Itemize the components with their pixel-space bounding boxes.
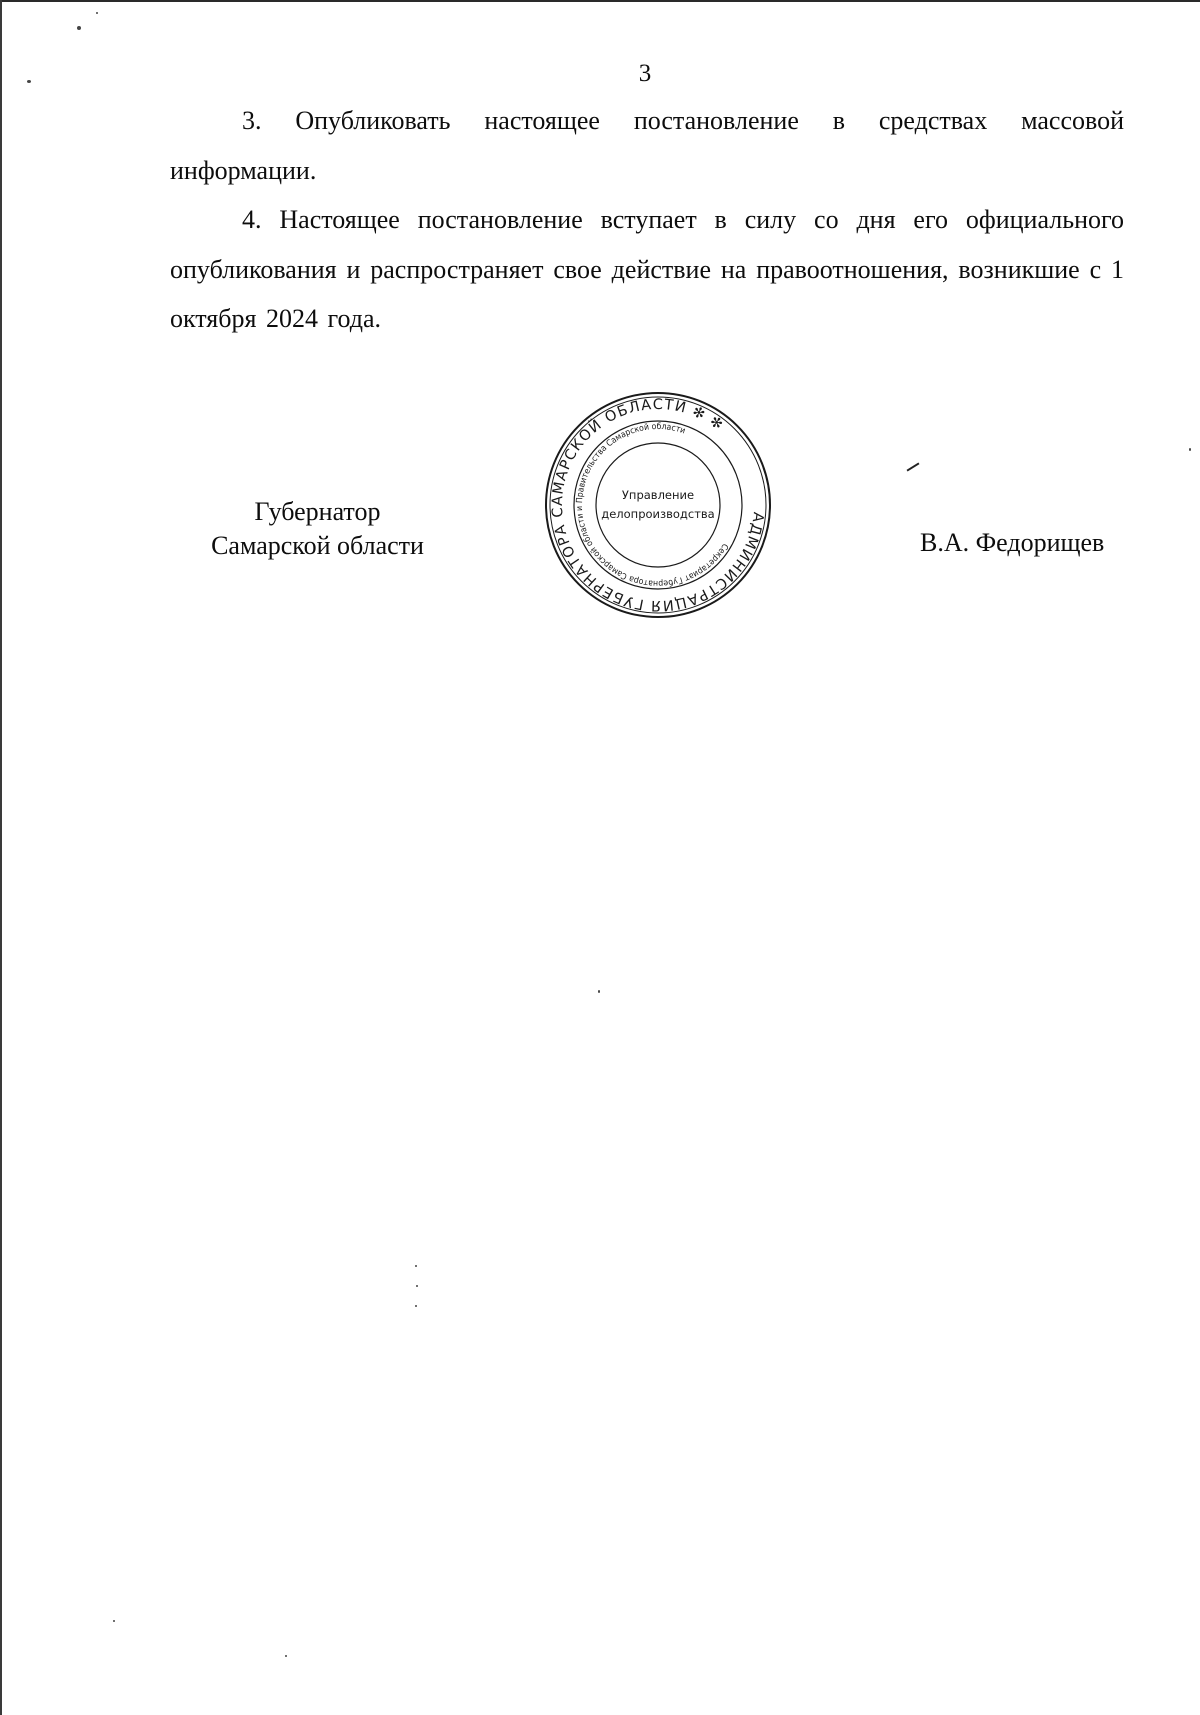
seal-center-line-1: Управление	[621, 488, 695, 502]
document-body	[170, 96, 1124, 344]
page-number: 3	[638, 60, 652, 87]
seal-middle-border	[574, 421, 742, 589]
seal-outer-text: АДМИНИСТРАЦИЯ ГУБЕРНАТОРА САМАРСКОЙ ОБЛАСТИ ✻ ✻	[549, 396, 766, 614]
scan-speck	[598, 990, 600, 993]
scan-speck	[415, 1305, 417, 1307]
signatory-name: В.А. Федорищев	[920, 528, 1105, 557]
signatory-title-line-2: Самарской области	[211, 531, 424, 560]
scan-speck	[416, 1285, 418, 1287]
scan-speck	[96, 12, 98, 14]
signature-pen-mark	[907, 462, 920, 471]
scan-speck	[113, 1620, 115, 1622]
scan-speck	[27, 80, 31, 83]
scan-speck	[285, 1655, 287, 1657]
page-top-edge	[0, 0, 1200, 2]
official-seal	[543, 390, 773, 620]
scan-speck	[77, 26, 81, 30]
paragraph-3: 3. Опубликовать настоящее постановление в средствах массовой информации.	[170, 106, 1124, 185]
seal-inner-text: Секретариат Губернатора Самарской области и Правительства Самарской области	[574, 421, 730, 589]
seal-center-line-2: делопроизводства	[601, 507, 715, 521]
page-left-edge	[0, 0, 2, 1715]
seal-inner-border	[596, 443, 720, 567]
scan-speck	[1189, 448, 1191, 451]
signatory-title-line-1: Губернатор	[254, 497, 381, 526]
scan-speck	[415, 1265, 417, 1267]
paragraph-4: 4. Настоящее постановление вступает в силу со дня его официального опубликования и распространяет свое действие на правоотношения, возникшие с 1 октября 2024 года.	[170, 205, 1124, 333]
signatory-title	[190, 495, 445, 563]
